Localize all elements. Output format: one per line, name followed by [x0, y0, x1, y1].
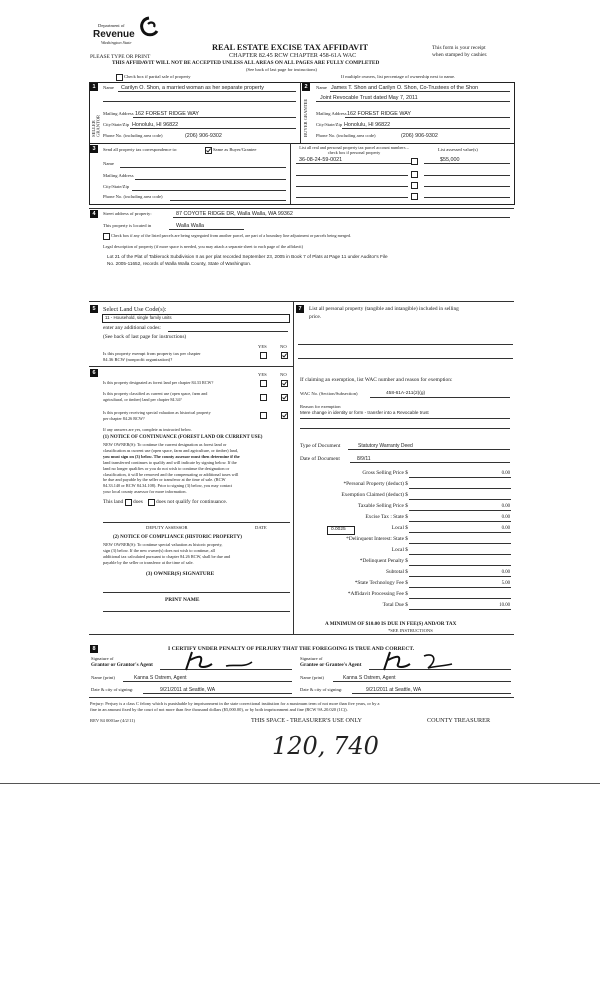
parcel-header: List all real and personal property tax parcel account numbers – check box if personal property: [299, 145, 409, 156]
seller-name-label: Name: [103, 85, 114, 90]
notice-1-line: you must sign on (3) below. The county assessor must then determine if the: [103, 453, 240, 459]
additional-codes-label: enter any additional codes:: [103, 325, 161, 331]
exempt-no-checkbox[interactable]: [281, 352, 288, 359]
located-value[interactable]: Walla Walla: [176, 223, 205, 229]
parcel-3-checkbox[interactable]: [411, 182, 418, 189]
notice-1-line: classification, it will be removed and the compensating or additional taxes will: [103, 471, 239, 477]
seller-phone-label: Phone No. (including area code): [103, 133, 163, 138]
tax-row-label: *State Technology Fee $: [354, 580, 408, 586]
tax-row-label: Total Due $: [382, 602, 408, 608]
parcel-number[interactable]: 36-08-24-59-0021: [299, 157, 343, 163]
warning-line: THIS AFFIDAVIT WILL NOT BE ACCEPTED UNLESS ALL AREAS ON ALL PAGES ARE FULLY COMPLETED: [112, 60, 380, 66]
notice-2-line: payable by the seller or transferor at the time of sale.: [103, 559, 194, 565]
tax-row-label: Subtotal $: [385, 569, 408, 575]
check-mark-icon: [206, 148, 211, 153]
same-as-buyer-checkbox[interactable]: [205, 147, 212, 154]
s5-see-back: (See back of last page for instructions): [103, 334, 187, 340]
check-mark-icon: [282, 395, 287, 400]
legal-line-2[interactable]: No. 2005-11652, records of Walla Walla County, State of Washington.: [107, 261, 252, 266]
notice-1-title: (1) NOTICE OF CONTINUANCE (FOREST LAND OR CURRENT USE): [103, 435, 263, 440]
buyer-phone-label: Phone No. (including area code): [316, 133, 376, 138]
section-7-number: 7: [296, 305, 304, 313]
send-correspondence-label: Send all property tax correspondence to:: [103, 147, 178, 152]
reason-label: Reason for exemption: [300, 404, 341, 409]
notice-1-line: land transferred continues to qualify and will indicate by signing below. If the: [103, 459, 237, 465]
grantee-name-label: Name (print): [300, 675, 324, 680]
seller-phone-value[interactable]: (206) 906-9302: [185, 133, 222, 139]
tax-row-label: *Personal Property (deduct) $: [343, 481, 408, 487]
s5-yes: YES: [258, 344, 267, 349]
notice-2-line: additional tax calculated pursuant to chapter 84.26 RCW, shall be due and: [103, 553, 231, 559]
owner-signature-label: (3) OWNER(S) SIGNATURE: [146, 571, 215, 577]
notice-1-line: NEW OWNER(S): To continue the current designation as forest land or: [103, 442, 227, 447]
does-not-label: does not qualify for continuance.: [156, 499, 228, 505]
tax-row-value[interactable]: 0.00: [501, 525, 510, 531]
notice-2-line: sign (3) below. If the new owner(s) does not wish to continue, all: [103, 547, 215, 553]
grantor-date-label: Date & city of signing:: [91, 687, 134, 692]
seller-side-label: SELLER GRANTOR: [91, 114, 101, 137]
treasurer-only: THIS SPACE - TREASURER'S USE ONLY: [251, 717, 363, 724]
tax-row-label: *Delinquent Penalty $: [359, 558, 408, 564]
wac-label: WAC No. (Section/Subsection): [300, 391, 358, 396]
current-use-q-2: agricultural, or timber) land per chapter 84.34?: [103, 397, 182, 402]
tax-row-label: Gross Selling Price $: [362, 470, 408, 476]
s5-no: NO: [280, 344, 287, 349]
grantor-agent-label: Grantor or Grantor's Agent: [91, 662, 153, 668]
notice-2-text: [103, 542, 291, 566]
buyer-address-value[interactable]: 162 FOREST RIDGE WAY: [347, 111, 412, 117]
perjury-line-2: fine in an amount fixed by the court of not more than five thousand dollars ($5,000.00), or by both imprisonment and fine (RCW 9A.20.020 (1C)).: [90, 707, 348, 712]
dor-swirl-icon: [139, 16, 159, 38]
land-use-label: Select Land Use Code(s):: [103, 306, 167, 313]
rev-number: REV 84 0001ae (4/2/11): [90, 718, 136, 723]
tax-row-value[interactable]: 0.00: [501, 514, 510, 520]
historic-q-2: per chapter 84.26 RCW?: [103, 416, 145, 421]
section-5-number: 5: [90, 305, 98, 313]
current-use-yes-checkbox[interactable]: [260, 394, 267, 401]
minimum-due: A MINIMUM OF $10.00 IS DUE IN FEE(S) AND/OR TAX: [325, 621, 457, 627]
grantor-date-value[interactable]: 9/21/2011 at Seattle, WA: [160, 687, 216, 693]
parcel-2-checkbox[interactable]: [411, 171, 418, 178]
notice-2-title: (2) NOTICE OF COMPLIANCE (HISTORIC PROPERTY): [113, 535, 242, 540]
current-use-no-checkbox[interactable]: [281, 394, 288, 401]
receipt-note-2: when stamped by cashier.: [432, 52, 488, 58]
tax-row-value[interactable]: 0.00: [501, 569, 510, 575]
grantor-name-value[interactable]: Kanna S Ostrem, Agent: [134, 675, 187, 681]
s6-instructions: If any answers are yes, complete as instructed below.: [103, 427, 192, 432]
grantor-name-label: Name (print): [91, 675, 115, 680]
dept-line-3: Washington State: [101, 40, 132, 45]
section-4-number: 4: [90, 210, 98, 218]
section-8-number: 8: [90, 645, 98, 653]
notice-1-line: your local county assessor for more information.: [103, 489, 187, 495]
section-2-number: 2: [302, 83, 310, 91]
street-label: Street address of property:: [103, 211, 152, 216]
buyer-side-label: BUYER GRANTEE: [303, 98, 308, 137]
see-back-note: (See back of last page for instructions): [246, 67, 317, 72]
form-title: REAL ESTATE EXCISE TAX AFFIDAVIT: [212, 43, 369, 52]
buyer-address-label: Mailing Address: [316, 111, 347, 116]
same-as-buyer-label: Same as Buyer/Grantee: [213, 147, 257, 152]
receipt-note-1: This form is your receipt: [432, 45, 486, 51]
tax-row-value[interactable]: 0.00: [501, 470, 510, 476]
buyer-city-label: City/State/Zip: [316, 122, 343, 127]
grantee-sig-label: Signature of: [300, 656, 323, 661]
historic-q-1: Is this property receiving special valuation as historical property: [103, 410, 211, 415]
certify-statement: I CERTIFY UNDER PENALTY OF PERJURY THAT THE FOREGOING IS TRUE AND CORRECT.: [168, 646, 415, 652]
s6-yes: YES: [258, 372, 267, 377]
current-use-q-1: Is this property classified as current use (open space, farm and: [103, 391, 208, 396]
s3-city-label: City/State/Zip: [103, 184, 130, 189]
legal-line-1[interactable]: Lot 21 of the Plat of Tablerock Subdivision II as per plat recorded September 23, 2005 in Book 7 of Plats at Page 11 under Auditor's File: [107, 254, 388, 259]
notice-2-line: NEW OWNER(S): To continue special valuation as historic property,: [103, 542, 223, 547]
land-use-value: 11 - Household, single family units: [105, 315, 172, 320]
assessed-value[interactable]: $55,000: [440, 157, 460, 163]
tax-row-value[interactable]: 0.00: [501, 503, 510, 509]
land-does-checkbox[interactable]: [125, 499, 132, 506]
tax-row-label: Excise Tax : State $: [365, 514, 408, 520]
wac-value[interactable]: 458-61A-211(2)(g): [386, 391, 426, 396]
print-name-label: PRINT NAME: [165, 597, 200, 603]
land-does-label: This land: [103, 499, 124, 505]
handwritten-number: 120, 740: [272, 732, 379, 760]
reason-value[interactable]: Mere change in identity or form - transfer into a Revocable trust: [300, 410, 429, 415]
s3-name-label: Name: [103, 161, 114, 166]
please-type: PLEASE TYPE OR PRINT: [90, 54, 151, 60]
deputy-assessor-label: DEPUTY ASSESSOR: [146, 525, 188, 530]
land-does-not-checkbox[interactable]: [148, 499, 155, 506]
local-rate-box[interactable]: [327, 526, 355, 535]
doc-date-value[interactable]: 8/9/11: [357, 456, 371, 462]
s3-phone-label: Phone No. (including area code): [103, 194, 163, 199]
notice-1-line: land no longer qualifies or you do not wish to continue the designation or: [103, 465, 230, 471]
partial-sale-checkbox[interactable]: [116, 74, 123, 81]
grantee-agent-label: Grantee or Grantee's Agent: [300, 662, 362, 668]
notice-1-line: 84.33.140 or RCW 84.34.108). Prior to signing (3) below, you may contact: [103, 483, 233, 489]
tax-row-value[interactable]: 5.00: [501, 580, 510, 586]
perjury-line-1: Perjury: Perjury is a class C felony which is punishable by imprisonment in the state correctional institution for a maximum term of not more than five years, or by a: [90, 701, 380, 706]
notice-1-line: classification as current use (open space, farm and agriculture, or timber) land,: [103, 447, 239, 453]
does-label: does: [133, 499, 143, 505]
grantee-signature: [378, 650, 478, 672]
section-6-number: 6: [90, 369, 98, 377]
check-mark-icon: [282, 413, 287, 418]
s6-no: NO: [280, 372, 287, 377]
parcel-4-checkbox[interactable]: [411, 193, 418, 200]
buyer-name-value[interactable]: James T. Shon and Carilyn O. Shon, Co-Trustees of the Shon: [331, 85, 479, 91]
chapters-line: CHAPTER 82.45 RCW CHAPTER 458-61A WAC: [229, 52, 357, 59]
see-instructions: *SEE INSTRUCTIONS: [388, 628, 433, 633]
street-value[interactable]: 87 COYOTE RIDGE DR, Walla Walla, WA 99362: [176, 211, 293, 217]
segregated-label: Check box if any of the listed parcels are being segregated from another parcel, are part of a boundary line adjustment or parcels being merged.: [111, 233, 352, 238]
section-3-number: 3: [90, 145, 98, 153]
tax-row-label: *Affidavit Processing Fee $: [347, 591, 408, 597]
parcel-1-checkbox[interactable]: [411, 158, 418, 165]
grantee-name-value[interactable]: Kanna S Ostrem, Agent: [343, 675, 396, 681]
personal-property-text-2: price.: [309, 314, 322, 320]
forest-no-checkbox[interactable]: [281, 380, 288, 387]
check-mark-icon: [282, 353, 287, 358]
exempt-q-line-2: 84.36 RCW (nonprofit organization)?: [103, 357, 173, 362]
s3-address-label: Mailing Address: [103, 173, 134, 178]
value-header: List assessed value(s): [438, 147, 478, 152]
segregated-checkbox[interactable]: [103, 233, 110, 240]
partial-sale-label: Check box if partial sale of property: [124, 74, 191, 79]
grantee-date-label: Date & city of signing:: [300, 687, 343, 692]
legal-label: Legal description of property (if more space is needed, you may attach a separate sheet to each page of the affidavit): [103, 244, 303, 249]
notice-1-line: be due and payable by the seller or transferor at the time of sale. (RCW: [103, 477, 226, 483]
located-label: This property is located in: [103, 223, 152, 228]
tax-row-value[interactable]: 10.00: [499, 602, 510, 608]
doc-type-label: Type of Document: [300, 443, 341, 449]
tax-row-label: *Delinquent Interest: State $: [346, 536, 408, 542]
seller-city-label: City/State/Zip: [103, 122, 130, 127]
buyer-name-cont[interactable]: Joint Revocable Trust dated May 7, 2011: [320, 95, 418, 101]
tax-row-label: Taxable Selling Price $: [357, 503, 408, 509]
exemption-label: If claiming an exemption, list WAC number and reason for exemption:: [300, 377, 453, 383]
multiple-owners-note: If multiple owners, list percentage of ownership next to name.: [341, 74, 456, 79]
notice-1-text: [103, 442, 291, 495]
land-use-select[interactable]: [102, 314, 290, 323]
doc-type-value[interactable]: Statutory Warranty Deed: [358, 443, 413, 449]
exempt-q-line-1: Is this property exempt from property tax per chapter: [103, 351, 201, 356]
grantor-signature: [180, 650, 280, 672]
local-rate-value: 0.0025: [331, 527, 346, 532]
dept-line-2: Revenue: [93, 29, 135, 40]
tax-row-label: Local $: [391, 525, 408, 531]
buyer-name-label: Name: [316, 85, 327, 90]
forest-yes-checkbox[interactable]: [260, 380, 267, 387]
historic-yes-checkbox[interactable]: [260, 412, 267, 419]
forest-land-q: Is this property designated as forest land per chapter 84.33 RCW?: [103, 380, 214, 385]
seller-city-value[interactable]: Honolulu, HI 96822: [132, 122, 179, 128]
buyer-phone-value[interactable]: (206) 906-9302: [401, 133, 438, 139]
section-1-number: 1: [90, 83, 98, 91]
seller-address-value[interactable]: 162 FOREST RIDGE WAY: [135, 111, 200, 117]
historic-no-checkbox[interactable]: [281, 412, 288, 419]
grantor-sig-label: Signature of: [91, 656, 114, 661]
tax-row-label: Local $: [391, 547, 408, 553]
buyer-city-value[interactable]: Honolulu, HI 96822: [344, 122, 391, 128]
county-treasurer: COUNTY TREASURER: [427, 717, 491, 724]
deputy-date-label: DATE: [255, 525, 267, 530]
tax-row-label: Exemption Claimed (deduct) $: [341, 492, 408, 498]
doc-date-label: Date of Document: [300, 456, 340, 462]
check-mark-icon: [282, 381, 287, 386]
personal-property-text-1: List all personal property (tangible and intangible) included in selling: [309, 306, 459, 312]
dept-line-1: Department of: [98, 23, 125, 28]
exempt-yes-checkbox[interactable]: [260, 352, 267, 359]
seller-address-label: Mailing Address: [103, 111, 134, 116]
seller-name-value[interactable]: Carilyn O. Shon, a married woman as her separate property: [121, 85, 264, 91]
grantee-date-value[interactable]: 9/21/2011 at Seattle, WA: [366, 687, 422, 693]
